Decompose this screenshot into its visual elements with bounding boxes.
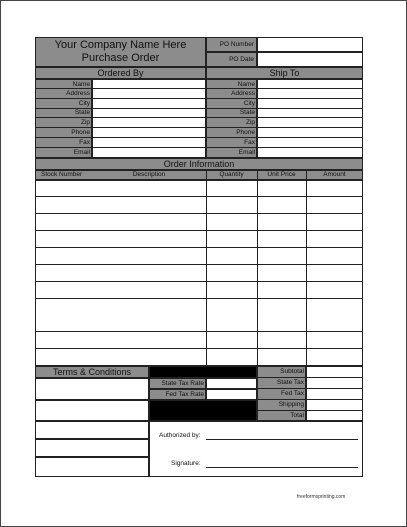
column-divider [206, 170, 207, 366]
ordered-by-title: Ordered By [97, 68, 144, 78]
fed-tax-rate-field[interactable] [206, 389, 257, 400]
state-tax-label: State Tax [277, 379, 304, 386]
authorized-by-label: Authorized by: [159, 432, 201, 439]
state-tax-rate-label: State Tax Rate [161, 380, 204, 387]
po-number-field[interactable] [257, 37, 363, 52]
totals-value-column[interactable] [306, 366, 363, 421]
table-row-line [35, 247, 363, 248]
document-title: Purchase Order [81, 52, 160, 64]
ship-to-zip-label: Zip [245, 119, 255, 126]
col-amount: Amount [323, 171, 346, 178]
signature-line[interactable] [206, 467, 358, 468]
terms-box-3[interactable] [35, 421, 149, 439]
total-label: Total [290, 412, 304, 419]
column-divider [306, 170, 307, 366]
terms-title: Terms & Conditions [52, 367, 132, 377]
footer-credit[interactable]: freeformsprinting.com [297, 494, 346, 500]
ordered-by-state-label: State [74, 109, 90, 116]
terms-box-1[interactable] [35, 378, 149, 400]
ship-to-title: Ship To [269, 68, 300, 78]
terms-box-2[interactable] [35, 400, 149, 421]
order-information-title: Order Information [163, 159, 235, 169]
po-date-label: PO Date [229, 56, 254, 63]
table-row-line [35, 213, 363, 214]
ship-to-address-label: Address [231, 90, 255, 97]
order-items-table[interactable] [35, 180, 363, 366]
state-tax-rate-field[interactable] [206, 378, 257, 389]
table-row-line [35, 264, 363, 265]
signature-area [149, 421, 363, 477]
company-name: Your Company Name Here [54, 39, 187, 51]
po-number-label: PO Number [219, 41, 254, 48]
ship-to-phone-label: Phone [236, 129, 255, 136]
table-row-line [35, 331, 363, 332]
ship-to-name-label: Name [237, 81, 255, 88]
table-row-line [35, 196, 363, 197]
table-row-line [35, 230, 363, 231]
ordered-by-city-label: City [78, 100, 90, 107]
table-row-line [35, 298, 363, 299]
authorized-by-line[interactable] [206, 439, 358, 440]
ship-to-city-label: City [243, 100, 255, 107]
fed-tax-rate-label: Fed Tax Rate [165, 391, 204, 398]
ordered-by-address-label: Address [66, 90, 90, 97]
table-row-line [35, 348, 363, 349]
table-row-line [35, 281, 363, 282]
shipping-label: Shipping [278, 401, 304, 408]
col-unit-price: Unit Price [267, 171, 296, 178]
ordered-by-name-label: Name [72, 81, 90, 88]
ordered-by-zip-label: Zip [80, 119, 90, 126]
po-date-field[interactable] [257, 52, 363, 67]
ship-to-email-label: Email [238, 149, 255, 156]
col-quantity: Quantity [219, 171, 244, 178]
ship-to-state-label: State [239, 109, 255, 116]
subtotal-label: Subtotal [280, 368, 304, 375]
col-description: Description [132, 171, 166, 178]
column-divider [257, 170, 258, 366]
fed-tax-label: Fed Tax [280, 390, 304, 397]
col-stock-number: Stock Number [41, 171, 83, 178]
ordered-by-fax-label: Fax [79, 139, 90, 146]
terms-box-4[interactable] [35, 439, 149, 457]
signature-label: Signature: [171, 460, 201, 467]
terms-box-5[interactable] [35, 457, 149, 477]
ordered-by-phone-label: Phone [71, 129, 90, 136]
black-fill-block [149, 400, 257, 421]
ordered-by-email-label: Email [73, 149, 90, 156]
black-fill-block [149, 366, 257, 378]
ship-to-fax-label: Fax [244, 139, 255, 146]
